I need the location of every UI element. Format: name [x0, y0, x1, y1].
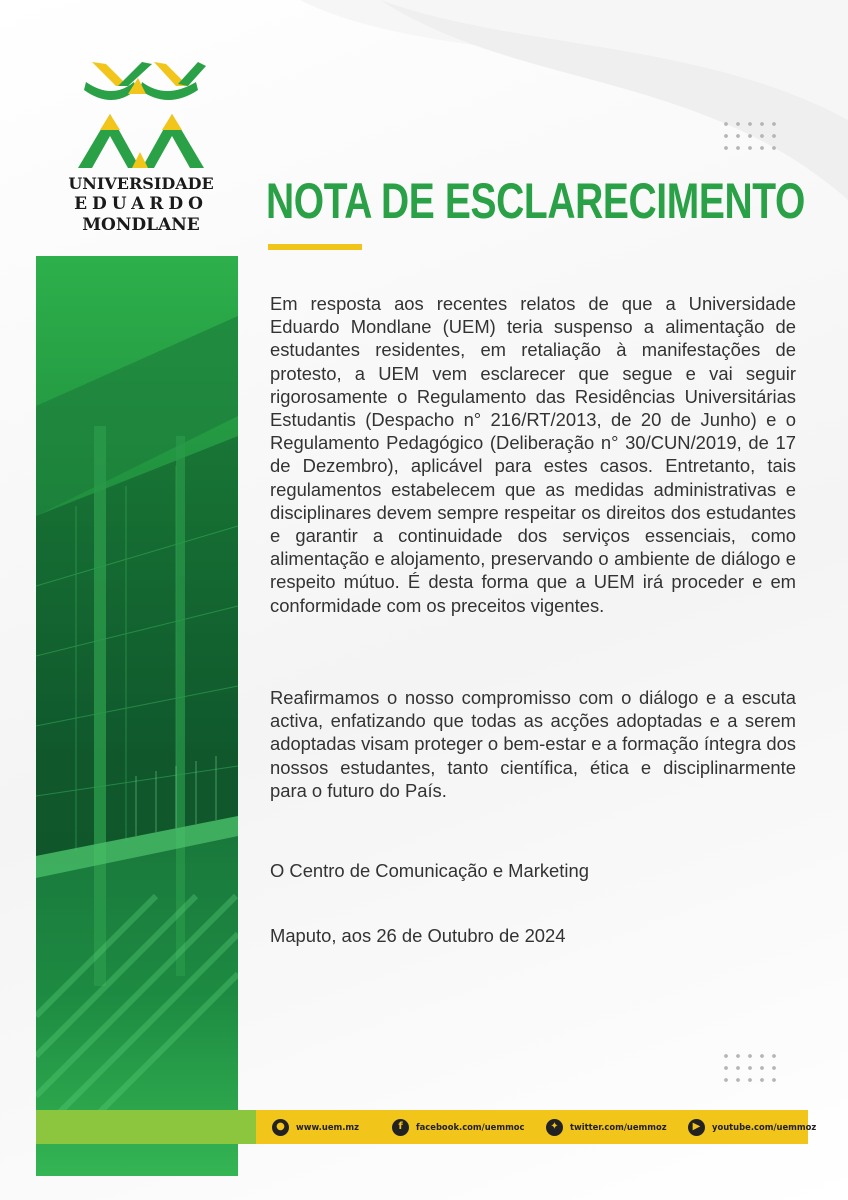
lime-accent-bar [36, 1110, 256, 1144]
body-paragraph-2: Reafirmamos o nosso compromisso com o diálogo e a escuta activa, enfatizando que todas as acções adoptadas e a serem adoptadas visam proteger o bem-estar e a formação íntegra dos nossos estudantes, tanto científica, ética e disciplinarmente para o futuro do País. [270, 687, 796, 801]
footer-facebook-text: facebook.com/uemmoc [416, 1122, 525, 1132]
logo-text-line-2: EDUARDO [74, 194, 208, 214]
logo-text-line-3: MONDLANE [82, 215, 200, 235]
twitter-icon: ✦ [546, 1119, 563, 1136]
footer-website-text: www.uem.mz [296, 1122, 360, 1132]
building-photo-panel [36, 256, 238, 1176]
footer-bar [256, 1110, 817, 1144]
footer-twitter-link[interactable] [546, 1110, 667, 1144]
footer-youtube-text: youtube.com/uemmoz [712, 1122, 817, 1132]
footer-facebook-link[interactable] [392, 1110, 525, 1144]
logo-text-line-1: UNIVERSIDADE [68, 174, 214, 193]
facebook-icon: f [392, 1119, 409, 1136]
footer-twitter-text: twitter.com/uemmoz [570, 1122, 667, 1132]
web-icon: ● [272, 1119, 289, 1136]
uem-emblem-icon [72, 56, 210, 172]
footer-youtube-link[interactable] [688, 1110, 816, 1144]
body-paragraph-1: Em resposta aos recentes relatos de que a Universidade Eduardo Mondlane (UEM) teria suspenso a alimentação de estudantes residentes, em retaliação à manifestações de protesto, a UEM vem esclarecer que segue e vai seguir rigorosamente o Regulamento das Residências Universitárias Estudantis (Despacho n° 216/RT/2013, de 20 de Junho) e o Regulamento Pedagógico (Deliberação n° 30/CUN/2019, de 17 de Dezembro), aplicável para estes casos. Entretanto, tais regulamentos estabelecem que as medidas administrativas e disciplinares devem sempre respeitar os direitos dos estudantes e garantir a continuidade dos serviços essenciais, como alimentação e alojamento, preservando o ambiente de diálogo e respeito mútuo. É desta forma que a UEM irá proceder e em conformidade com os preceitos vigentes. [270, 293, 796, 616]
youtube-icon: ▶ [688, 1119, 705, 1136]
page-title: NOTA DE ESCLARECIMENTO [266, 173, 805, 229]
building-illustration [36, 256, 238, 1176]
decorative-dots-bottom [720, 1050, 780, 1086]
decorative-dots-top [720, 118, 780, 154]
date-line: Maputo, aos 26 de Outubro de 2024 [270, 925, 566, 946]
title-underline [268, 244, 362, 250]
footer-website-link[interactable] [272, 1110, 359, 1144]
university-logo [66, 56, 216, 241]
signature-line: O Centro de Comunicação e Marketing [270, 860, 589, 881]
